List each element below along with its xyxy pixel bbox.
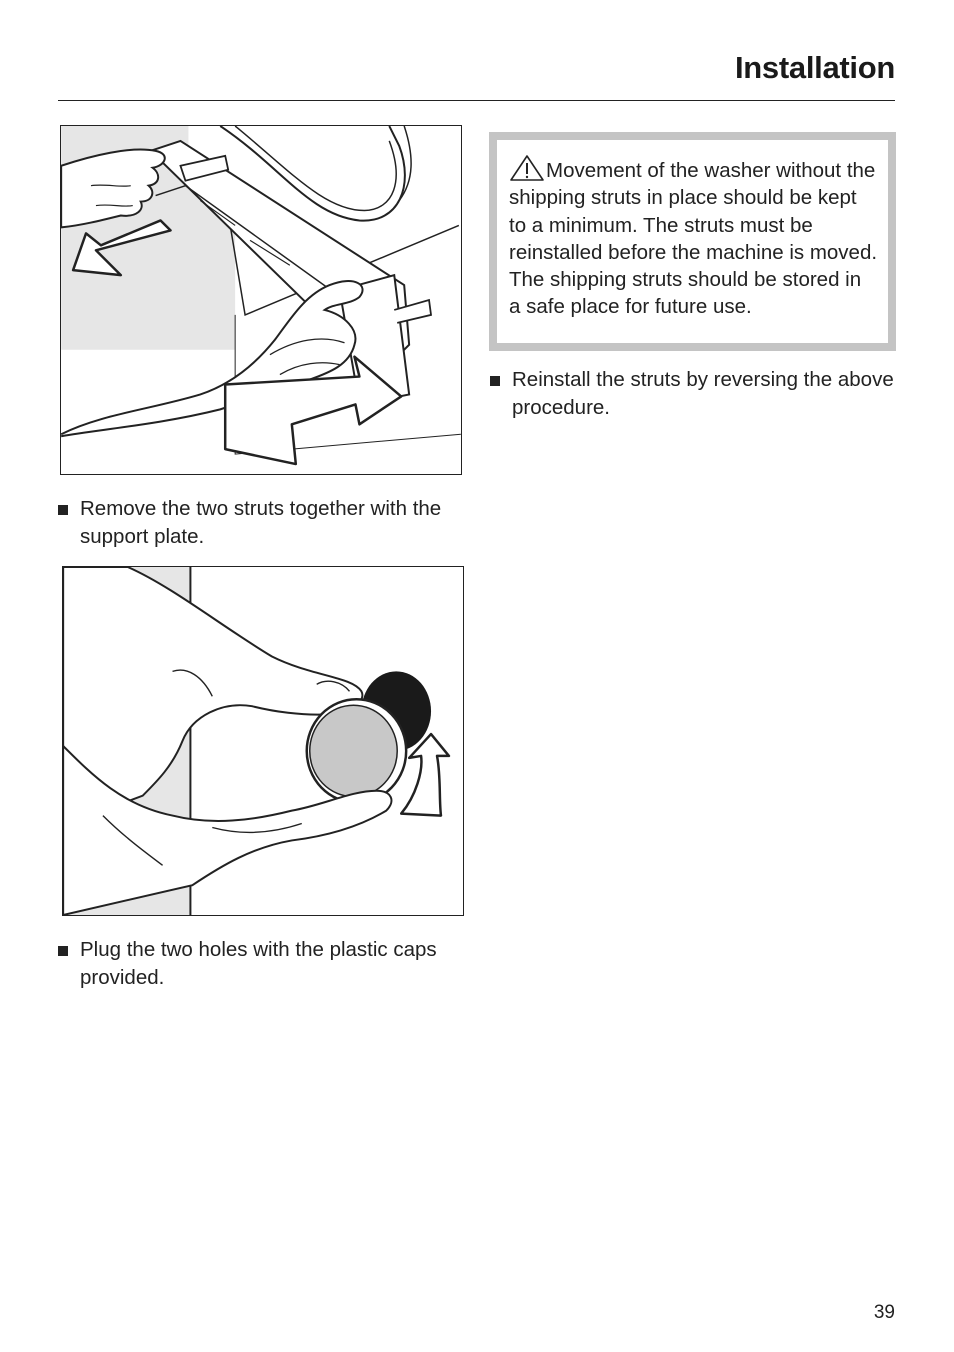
page-title: Installation — [734, 50, 895, 85]
strut-removal-illustration — [60, 125, 462, 475]
step-reinstall-struts — [490, 366, 895, 421]
warning-box — [489, 132, 896, 351]
plastic-cap-insertion-illustration — [62, 566, 464, 916]
step-text: Plug the two holes with the plastic caps provided. — [80, 938, 437, 989]
step-text: Remove the two struts together with the support plate. — [80, 497, 442, 548]
step-plug-holes — [58, 936, 458, 991]
bullet-square-icon — [490, 376, 500, 386]
warning-text: Movement of the washer without the shipping struts in place should be kept to a minimum. The struts must be reinstalled before the machine is moved. The shipping struts should be stored in a safe place for future use. — [509, 159, 878, 319]
step-text: Reinstall the struts by reversing the above procedure. — [512, 368, 894, 419]
page-number: 39 — [873, 1302, 895, 1323]
warning-triangle-icon — [509, 154, 545, 182]
bullet-square-icon — [58, 505, 68, 515]
step-remove-struts — [58, 495, 458, 550]
title-divider — [58, 100, 895, 101]
bullet-square-icon — [58, 946, 68, 956]
